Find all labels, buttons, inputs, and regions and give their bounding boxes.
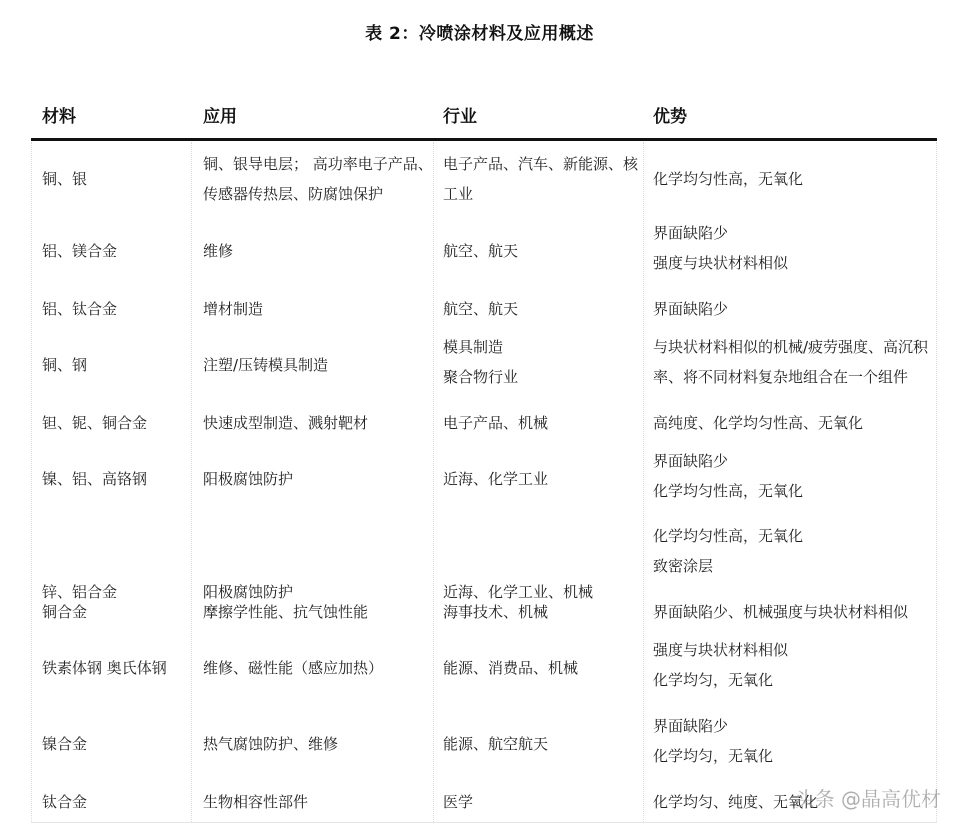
cell-advantage-line: 界面缺陷少、机械强度与块状材料相似	[653, 603, 909, 621]
cell-industry-line: 能源、航空航天	[443, 735, 549, 753]
cell-advantage	[653, 332, 928, 392]
cell-application-line: 增材制造	[203, 300, 264, 318]
cell-advantage	[653, 597, 908, 627]
cell-advantage-line: 强度与块状材料相似	[653, 254, 789, 272]
cell-advantage-line: 率、将不同材料复杂地组合在一个组件	[653, 368, 909, 386]
cell-application-line: 摩擦学性能、抗气蚀性能	[203, 603, 369, 621]
cell-industry	[443, 787, 473, 817]
cell-industry-line: 海事技术、机械	[443, 603, 549, 621]
cell-application-line: 铜、银导电层； 高功率电子产品、	[203, 155, 433, 173]
cell-industry	[443, 149, 638, 209]
watermark: 头条 @晶高优材	[794, 787, 941, 811]
cell-application-line: 维修	[203, 242, 234, 260]
cell-material: 铝、钛合金	[42, 300, 118, 318]
cell-application	[203, 787, 308, 817]
cell-application-line: 传感器传热层、防腐蚀保护	[203, 185, 384, 203]
cell-advantage	[653, 521, 803, 581]
cell-advantage-line: 高纯度、化学均匀性高、无氧化	[653, 414, 864, 432]
cell-material: 铜、银	[42, 170, 88, 188]
cell-application	[203, 236, 233, 266]
cell-application	[203, 653, 383, 683]
column-guide	[31, 142, 32, 822]
cell-advantage-line: 与块状材料相似的机械/疲劳强度、高沉积	[653, 338, 929, 356]
cell-application	[203, 464, 293, 494]
header-advantage: 优势	[653, 107, 687, 127]
cell-industry-line: 电子产品、汽车、新能源、核	[443, 155, 639, 173]
cell-material: 镍合金	[42, 735, 88, 753]
cell-industry-line: 模具制造	[443, 338, 504, 356]
cell-material: 铁素体钢 奥氏体钢	[42, 659, 167, 677]
cell-application-line: 注塑/压铸模具制造	[203, 356, 329, 374]
cell-application	[203, 597, 368, 627]
cell-application-line: 阳极腐蚀防护	[203, 583, 294, 601]
cell-advantage-line: 界面缺陷少	[653, 452, 729, 470]
cell-application	[203, 294, 263, 324]
cell-advantage	[653, 446, 803, 506]
cell-industry-line: 电子产品、机械	[443, 414, 549, 432]
cell-industry	[443, 408, 548, 438]
cell-application	[203, 408, 368, 438]
cell-advantage-line: 界面缺陷少	[653, 300, 729, 318]
cell-advantage-line: 化学均匀，无氧化	[653, 747, 774, 765]
cell-industry-line: 近海、化学工业	[443, 470, 549, 488]
cell-industry-line: 能源、消费品、机械	[443, 659, 579, 677]
cell-industry	[443, 332, 518, 392]
cell-application-line: 维修、磁性能（感应加热）	[203, 659, 384, 677]
cell-industry	[443, 294, 518, 324]
cell-industry	[443, 729, 548, 759]
column-guide	[643, 142, 644, 822]
cell-application	[203, 729, 338, 759]
cell-industry-line: 航空、航天	[443, 242, 519, 260]
header-application: 应用	[203, 107, 237, 127]
cell-application	[203, 149, 433, 209]
page-title: 表 2：冷喷涂材料及应用概述	[365, 24, 594, 44]
cell-advantage	[653, 218, 788, 278]
cell-advantage	[653, 294, 728, 324]
cell-industry-line: 聚合物行业	[443, 368, 519, 386]
column-guide	[936, 142, 937, 822]
header-material: 材料	[42, 107, 76, 127]
cell-material: 镍、铝、高铬钢	[42, 470, 148, 488]
cell-industry-line: 近海、化学工业、机械	[443, 583, 594, 601]
cell-material: 钽、铌、铜合金	[42, 414, 148, 432]
cell-application-line: 阳极腐蚀防护	[203, 470, 294, 488]
cell-application-line: 快速成型制造、溅射靶材	[203, 414, 369, 432]
column-guide	[433, 142, 434, 822]
cell-material: 钛合金	[42, 793, 88, 811]
cell-advantage-line: 化学均匀性高，无氧化	[653, 482, 804, 500]
cell-application	[203, 350, 328, 380]
cell-industry-line: 工业	[443, 185, 474, 203]
cell-industry	[443, 597, 548, 627]
cell-advantage	[653, 408, 863, 438]
cell-material: 铜合金	[42, 603, 88, 621]
cell-advantage-line: 化学均匀性高，无氧化	[653, 527, 804, 545]
header-industry: 行业	[443, 107, 477, 127]
cell-advantage-line: 化学均匀性高，无氧化	[653, 170, 804, 188]
cell-advantage	[653, 787, 818, 817]
cell-material: 铝、镁合金	[42, 242, 118, 260]
cell-advantage-line: 强度与块状材料相似	[653, 641, 789, 659]
cell-industry-line: 医学	[443, 793, 474, 811]
cell-advantage-line: 化学均匀，无氧化	[653, 671, 774, 689]
cell-advantage	[653, 635, 788, 695]
cell-advantage-line: 致密涂层	[653, 557, 714, 575]
cell-application-line: 热气腐蚀防护、维修	[203, 735, 339, 753]
cell-industry-line: 航空、航天	[443, 300, 519, 318]
cell-material: 铜、钢	[42, 356, 88, 374]
cell-advantage-line: 界面缺陷少	[653, 717, 729, 735]
cell-application-line: 生物相容性部件	[203, 793, 309, 811]
cell-industry	[443, 236, 518, 266]
cell-industry	[443, 653, 578, 683]
cell-material: 锌、铝合金	[42, 583, 118, 601]
cell-advantage	[653, 164, 803, 194]
cell-advantage-line: 化学均匀、纯度、无氧化	[653, 793, 819, 811]
cell-industry	[443, 464, 548, 494]
table-bottom-border	[31, 822, 937, 823]
cell-advantage	[653, 711, 773, 771]
table-header	[31, 88, 937, 141]
column-guide	[191, 142, 192, 822]
cell-advantage-line: 界面缺陷少	[653, 224, 729, 242]
